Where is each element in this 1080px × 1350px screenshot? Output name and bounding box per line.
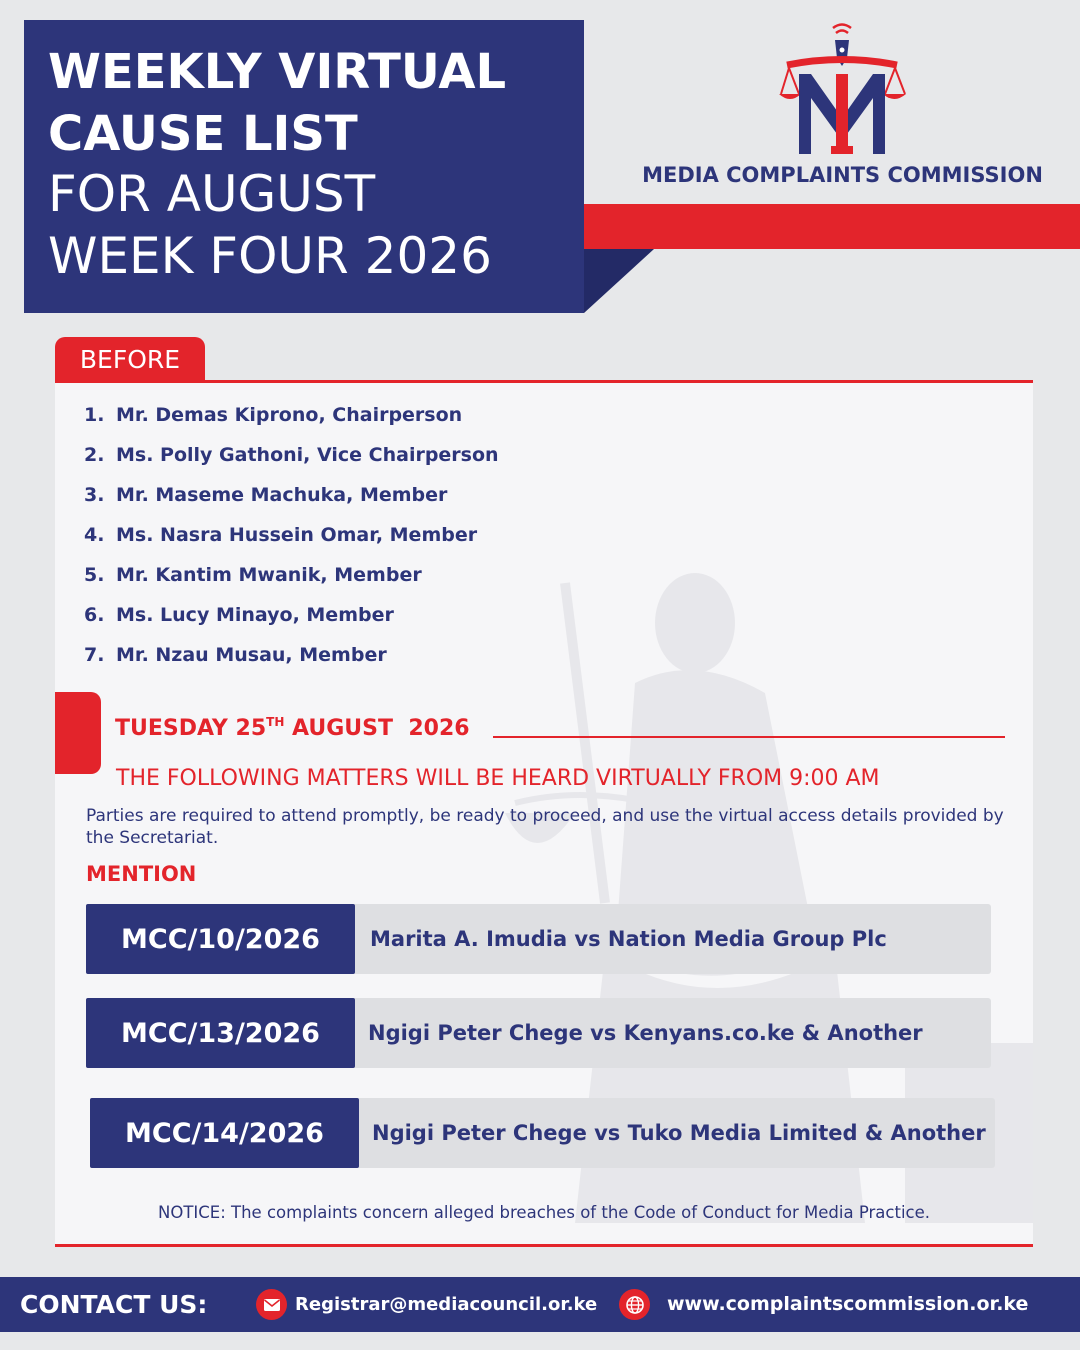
member-item: 6. Ms. Lucy Minayo, Member	[84, 604, 394, 626]
title-corner-accent	[584, 249, 654, 313]
member-name: Ms. Nasra Hussein Omar, Member	[116, 524, 478, 546]
date-divider	[493, 736, 1005, 738]
member-item: 4. Ms. Nasra Hussein Omar, Member	[84, 524, 478, 546]
header-red-band	[584, 204, 1080, 249]
contact-email[interactable]: Registrar@mediacouncil.or.ke	[295, 1294, 598, 1315]
date-tab-accent	[55, 692, 101, 774]
member-item: 1. Mr. Demas Kiprono, Chairperson	[84, 404, 463, 426]
member-name: Mr. Maseme Machuka, Member	[116, 484, 448, 506]
member-name: Ms. Polly Gathoni, Vice Chairperson	[116, 444, 499, 466]
case-parties: Ngigi Peter Chege vs Kenyans.co.ke & Another	[368, 1021, 923, 1045]
contact-website[interactable]: www.complaintscommission.or.ke	[667, 1293, 1029, 1315]
globe-icon	[619, 1289, 650, 1320]
member-name: Ms. Lucy Minayo, Member	[116, 604, 394, 626]
before-tab: BEFORE	[55, 337, 205, 381]
title-line-1: WEEKLY VIRTUAL	[48, 44, 507, 100]
title-block	[24, 20, 584, 313]
case-row	[90, 1098, 995, 1168]
contact-footer	[0, 1277, 1080, 1332]
member-item: 5. Mr. Kantim Mwanik, Member	[84, 564, 422, 586]
title-line-4: WEEK FOUR 2026	[48, 227, 492, 285]
case-parties: Marita A. Imudia vs Nation Media Group Plc	[370, 927, 887, 951]
hearing-date: TUESDAY 25TH AUGUST 2026	[115, 715, 470, 741]
members-list	[84, 400, 499, 680]
case-row	[86, 998, 991, 1068]
envelope-icon	[256, 1289, 287, 1320]
contact-label: CONTACT US:	[20, 1290, 208, 1319]
hearing-instructions: Parties are required to attend promptly, be ready to proceed, and use the virtual access details provided by the Secretariat.	[86, 806, 1004, 848]
org-name: MEDIA COMPLAINTS COMMISSION	[642, 163, 1043, 187]
title-line-3: FOR AUGUST	[48, 165, 376, 223]
case-row	[86, 904, 991, 974]
member-name: Mr. Kantim Mwanik, Member	[116, 564, 422, 586]
case-number: MCC/14/2026	[90, 1098, 359, 1168]
member-item: 2. Ms. Polly Gathoni, Vice Chairperson	[84, 444, 499, 466]
scales-of-justice-pen-logo-icon	[775, 18, 910, 158]
member-item: 3. Mr. Maseme Machuka, Member	[84, 484, 448, 506]
case-number: MCC/13/2026	[86, 998, 355, 1068]
hearing-heading: THE FOLLOWING MATTERS WILL BE HEARD VIRTUALLY FROM 9:00 AM	[116, 766, 880, 791]
title-line-2: CAUSE LIST	[48, 106, 358, 162]
case-number: MCC/10/2026	[86, 904, 355, 974]
mention-label: MENTION	[86, 862, 197, 886]
notice-text: NOTICE: The complaints concern alleged breaches of the Code of Conduct for Media Practice.	[158, 1203, 930, 1222]
case-parties: Ngigi Peter Chege vs Tuko Media Limited & Another	[372, 1121, 986, 1145]
member-name: Mr. Demas Kiprono, Chairperson	[116, 404, 463, 426]
member-item: 7. Mr. Nzau Musau, Member	[84, 644, 387, 666]
member-name: Mr. Nzau Musau, Member	[116, 644, 387, 666]
